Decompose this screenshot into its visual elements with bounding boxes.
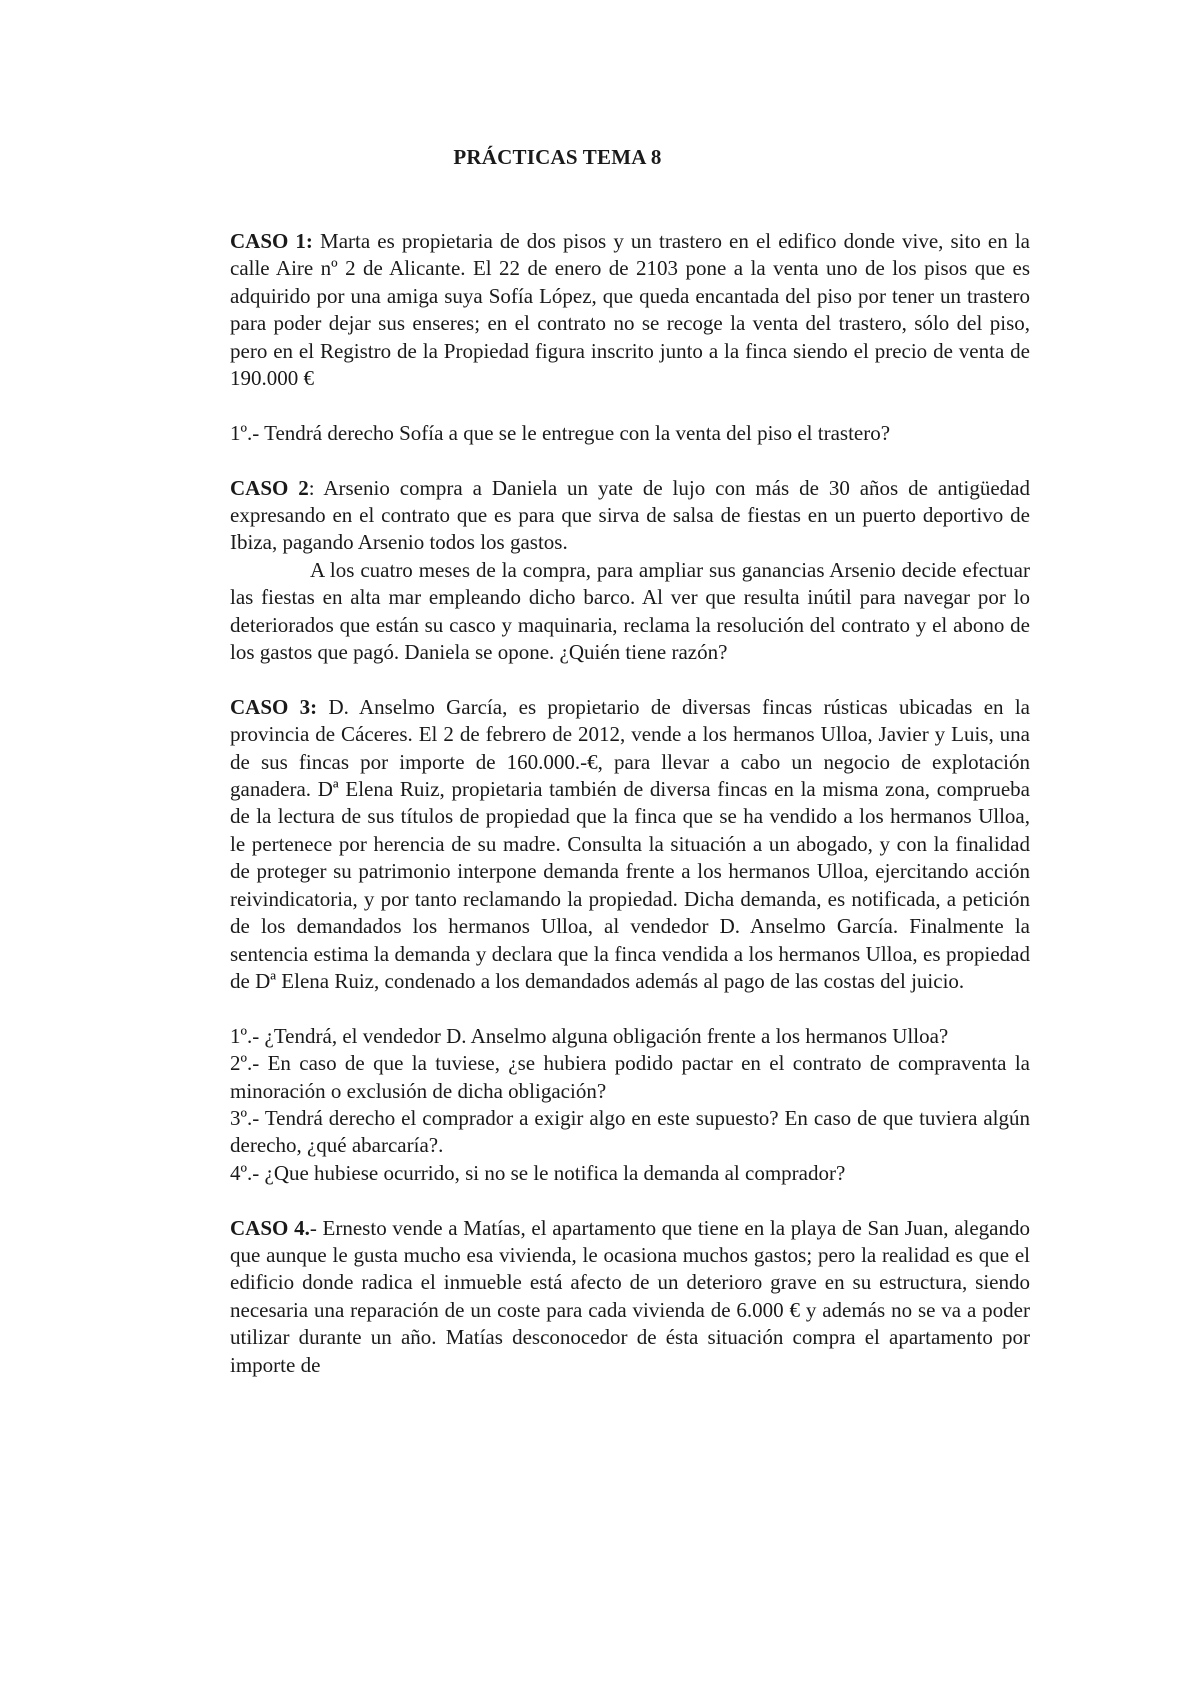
page-title: PRÁCTICAS TEMA 8 <box>453 145 662 169</box>
caso-3-question-4: 4º.- ¿Que hubiese ocurrido, si no se le notifica la demanda al comprador? <box>230 1160 846 1185</box>
caso-1-text: Marta es propietaria de dos pisos y un trastero en el edifico donde vive, sito en la calle Aire nº 2 de Alicante. El 22 de enero de 2103 pone a la venta uno de los pisos que es adquirido por una amiga suya Sofía López, que queda encantada del piso por tener un trastero para poder dejar sus enseres; en el contrato no se recoge la venta del trastero, sólo del piso, pero en el Registro de la Propiedad figura inscrito junto a la finca siendo el precio de venta de 190.000 € <box>230 229 1030 391</box>
caso-4-paragraph <box>230 1215 1030 1379</box>
caso-1-paragraph <box>230 228 1030 392</box>
caso-3-label: CASO 3: <box>230 694 318 719</box>
caso-4-text: - Ernesto vende a Matías, el apartamento que tiene en la playa de San Juan, alegando que aunque le gusta mucho esa vivienda, le ocasiona muchos gastos; pero la realidad es que el edificio donde radica el inmueble está afecto de un deterioro grave en su estructura, siendo necesaria una reparación de un coste para cada vivienda de 6.000 € y además no se va a poder utilizar durante un año. Matías desconocedor de ésta situación compra el apartamento por importe de <box>230 1215 1030 1377</box>
caso-2-paragraph <box>230 475 1030 557</box>
caso-4-label: CASO 4. <box>230 1215 310 1240</box>
caso-3-text: D. Anselmo García, es propietario de diversas fincas rústicas ubicadas en la provincia de Cáceres. El 2 de febrero de 2012, vende a los hermanos Ulloa, Javier y Luis, una de sus fincas por importe de 160.000.-€, para llevar a cabo un negocio de explotación ganadera. Dª Elena Ruiz, propietaria también de diversa fincas en la misma zona, comprueba de la lectura de sus títulos de propiedad que la finca que se ha vendido a los hermanos Ulloa, le pertenece por herencia de su madre. Consulta la situación a un abogado, y con la finalidad de proteger su patrimonio interpone demanda frente a los hermanos Ulloa, ejercitando acción reivindicatoria, y por tanto reclamando la propiedad. Dicha demanda, es notificada, a petición de los demandados los hermanos Ulloa, al vendedor D. Anselmo García. Finalmente la sentencia estima la demanda y declara que la finca vendida a los hermanos Ulloa, es propiedad de Dª Elena Ruiz, condenado a los demandados además al pago de las costas del juicio. <box>230 694 1030 993</box>
caso-3-question-2: 2º.- En caso de que la tuviese, ¿se hubiera podido pactar en el contrato de compraventa la minoración o exclusión de dicha obligación? <box>230 1051 1030 1103</box>
caso-1-label: CASO 1: <box>230 229 313 253</box>
caso-3-question-1: 1º.- ¿Tendrá, el vendedor D. Anselmo alguna obligación frente a los hermanos Ulloa? <box>230 1023 949 1048</box>
caso-2-paragraph-2: A los cuatro meses de la compra, para ampliar sus ganancias Arsenio decide efectuar las fiestas en alta mar empleando dicho barco. Al ver que resulta inútil para navegar por lo deteriorados que están su casco y maquinaria, reclama la resolución del contrato y el abono de los gastos que pagó. Daniela se opone. ¿Quién tiene razón? <box>230 557 1030 665</box>
caso-3-question-3: 3º.- Tendrá derecho el comprador a exigir algo en este supuesto? En caso de que tuviera algún derecho, ¿qué abarcaría?. <box>230 1105 1030 1158</box>
caso-1-question-1: 1º.- Tendrá derecho Sofía a que se le entregue con la venta del piso el trastero? <box>230 420 891 445</box>
caso-2-label: CASO 2 <box>230 475 309 500</box>
document-body <box>230 228 1030 1379</box>
caso-2-text: : Arsenio compra a Daniela un yate de lujo con más de 30 años de antigüedad expresando en el contrato que es para que sirva de salsa de fiestas en un puerto deportivo de Ibiza, pagando Arsenio todos los gastos. <box>230 475 1030 555</box>
caso-3-paragraph <box>230 694 1030 995</box>
